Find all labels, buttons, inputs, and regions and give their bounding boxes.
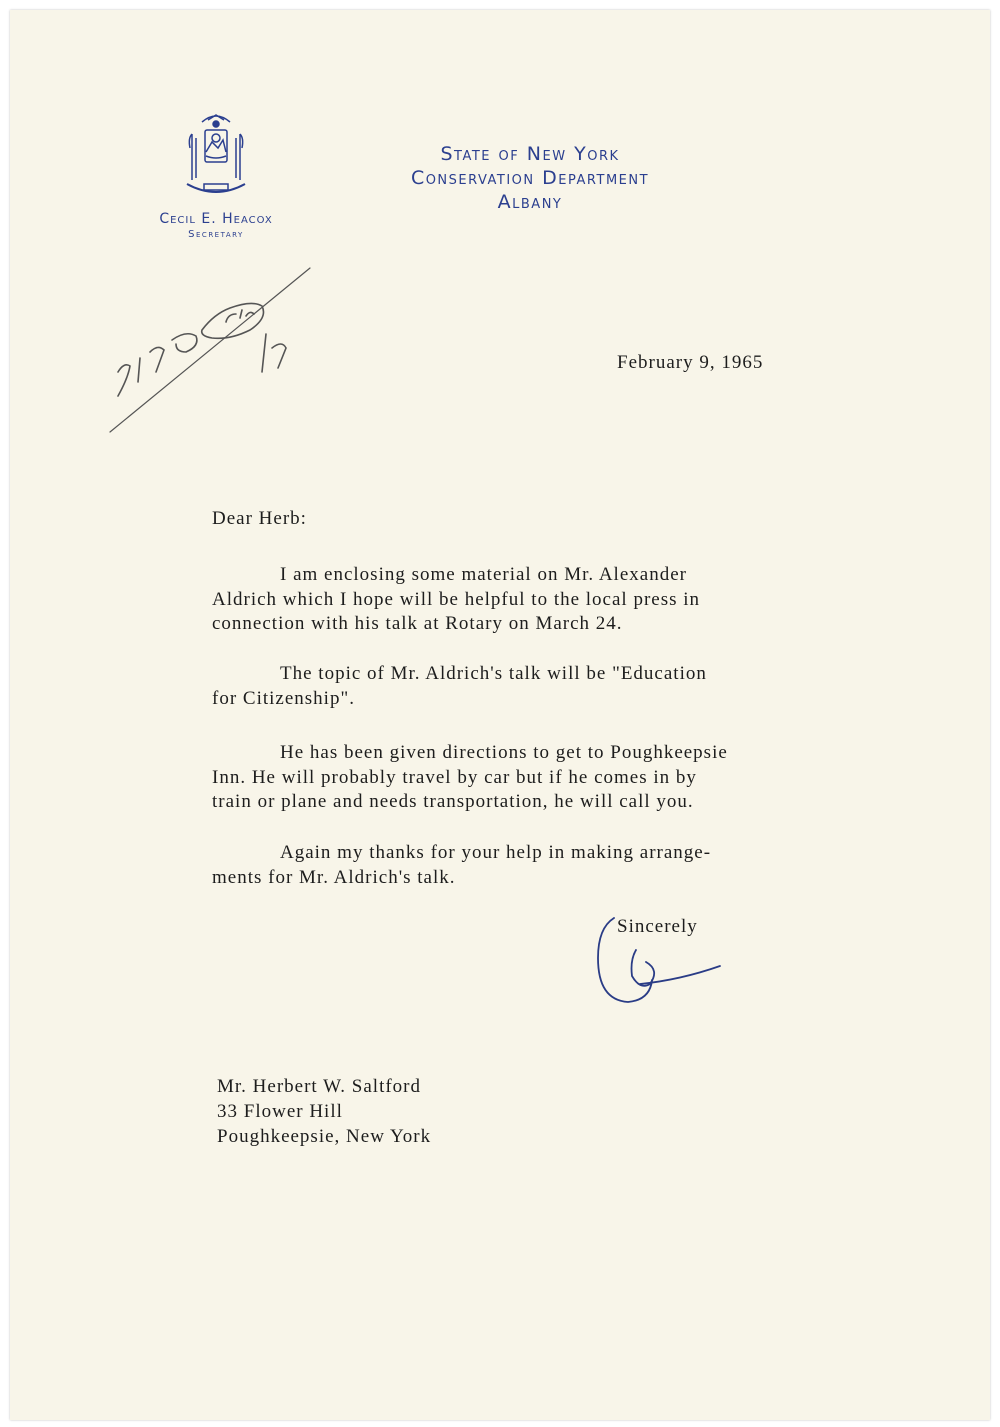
recipient-name: Mr. Herbert W. Saltford <box>217 1076 422 1097</box>
closing: Sincerely <box>617 916 698 937</box>
recipient-address <box>217 1074 431 1149</box>
paragraph-line: Aldrich which I hope will be helpful to the local press in <box>212 588 701 610</box>
salutation: Dear Herb: <box>212 508 307 529</box>
paragraph-line: for Citizenship". <box>212 687 355 709</box>
paragraph-line: The topic of Mr. Aldrich's talk will be "Education <box>280 663 707 684</box>
sender-block <box>138 210 294 242</box>
department-letterhead <box>360 142 700 214</box>
paragraph-line: ments for Mr. Aldrich's talk. <box>212 866 456 888</box>
sender-title: Secretary <box>188 229 244 240</box>
paragraph-3 <box>212 741 872 815</box>
paragraph-line: connection with his talk at Rotary on March 24. <box>212 613 623 634</box>
paragraph-line: He has been given directions to get to Poughkeepsie <box>280 742 728 763</box>
paragraph-2 <box>212 662 872 711</box>
recipient-street: 33 Flower Hill <box>217 1101 343 1122</box>
letter-page <box>10 10 990 1420</box>
paragraph-line: train or plane and needs transportation, he will call you. <box>212 791 694 812</box>
paragraph-line: I am enclosing some material on Mr. Alexander <box>280 564 687 585</box>
letter-date: February 9, 1965 <box>617 352 764 373</box>
recipient-city: Poughkeepsie, New York <box>217 1126 432 1147</box>
paragraph-4 <box>212 841 872 890</box>
letterhead-line-department: Conservation Department <box>410 167 650 189</box>
letterhead-line-state: State of New York <box>440 143 620 165</box>
letterhead-line-city: Albany <box>497 191 563 213</box>
paragraph-1 <box>212 563 872 637</box>
paragraph-line: Inn. He will probably travel by car but if he comes in by <box>212 766 697 788</box>
state-seal-icon <box>178 108 254 200</box>
sender-name: Cecil E. Heacox <box>159 211 273 227</box>
paragraph-line: Again my thanks for your help in making arrange- <box>280 842 712 863</box>
